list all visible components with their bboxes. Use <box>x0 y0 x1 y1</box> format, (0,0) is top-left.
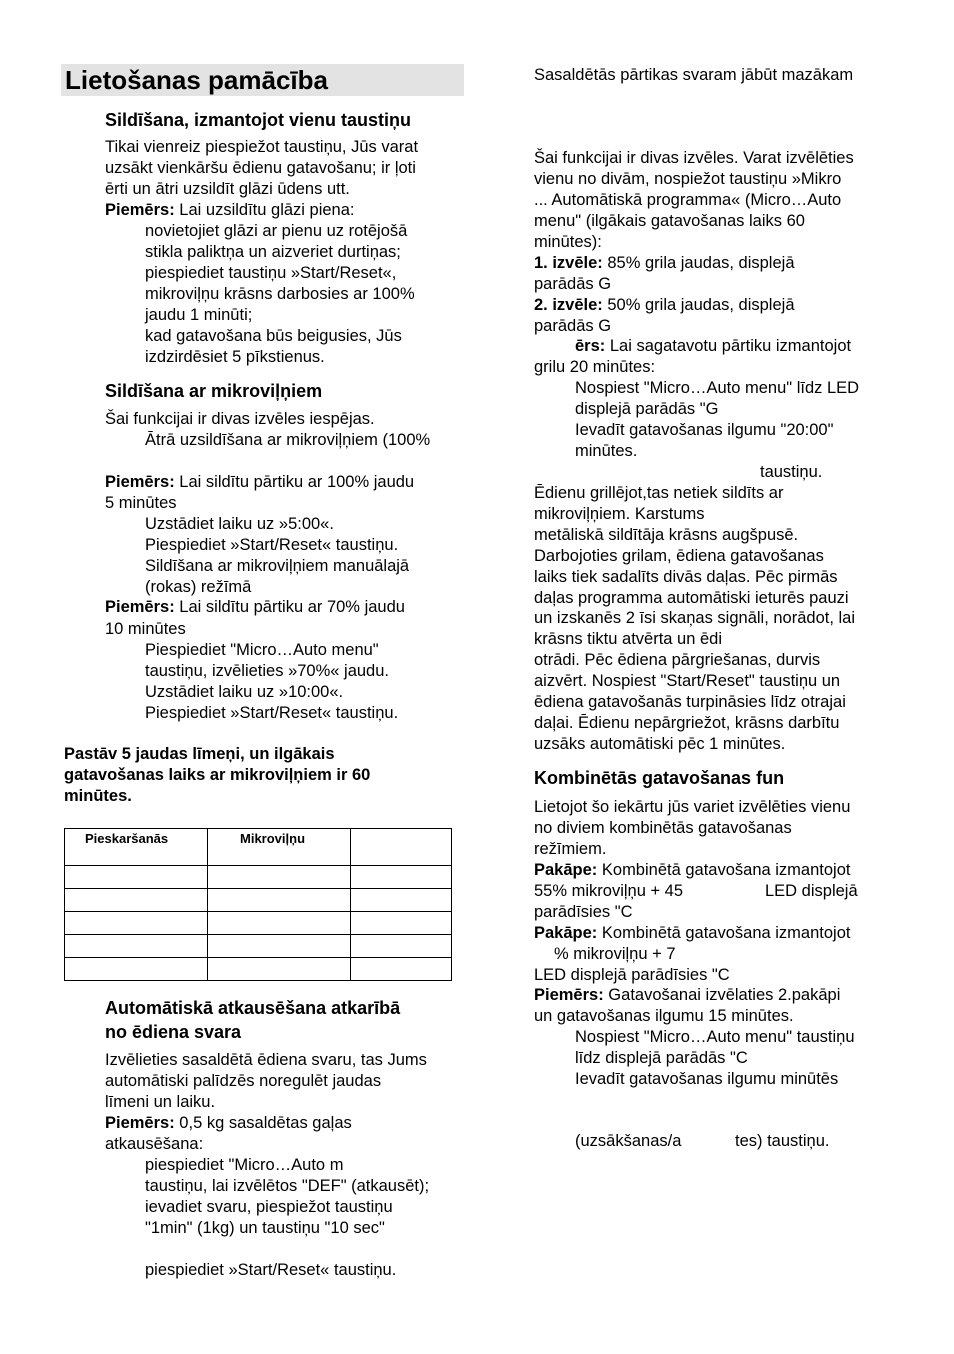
stage-line <box>534 923 850 944</box>
step-line: Nospiest "Micro…Auto menu" līdz LED <box>575 379 860 397</box>
step-line: Uzstādiet laiku uz »10:00«. <box>145 683 344 701</box>
text-line: taustiņu. <box>760 463 823 481</box>
table-cell <box>65 958 208 981</box>
example-label: ērs: <box>575 337 606 355</box>
text-line: daļai. Ēdienu nepārgriežot, krāsns darbītu <box>534 714 840 732</box>
text-line: automātiski palīdzēs noregulēt jaudas <box>105 1072 382 1090</box>
example-label: Piemērs: <box>534 986 604 1004</box>
table-cell <box>208 935 351 958</box>
stage-label: Pakāpe: <box>534 861 598 879</box>
text-line: mikroviļņiem. Karstums <box>534 505 705 523</box>
step-line: piespiediet taustiņu »Start/Reset«, <box>145 264 397 282</box>
text-line: Šai funkcijai ir divas izvēles. Varat izvēlēties <box>534 149 854 167</box>
text-line: un gatavošanas ilgumu 15 minūtes. <box>534 1007 794 1025</box>
step-line: Piespiediet »Start/Reset« taustiņu. <box>145 536 399 554</box>
table-cell <box>208 912 351 935</box>
step-line: Ievadīt gatavošanas ilgumu "20:00" <box>575 421 834 439</box>
choice-line <box>534 253 795 274</box>
text-line: uzsāks automātiski pēc 1 minūtes. <box>534 735 786 753</box>
example-line <box>105 597 405 618</box>
table-cell <box>65 889 208 912</box>
text-line: laiks tiek sadalīts divās daļas. Pēc pirmās <box>534 568 838 586</box>
text-line: LED displejā parādīsies "C <box>534 966 730 984</box>
text-line: līmeni un laiku. <box>105 1093 216 1111</box>
example-line <box>105 200 355 221</box>
example-label: Piemērs: <box>105 598 175 616</box>
table-row <box>65 866 452 889</box>
text-line: (uzsākšanas/a <box>575 1132 682 1150</box>
text-line: Ēdienu grillējot,tas netiek sildīts ar <box>534 484 784 502</box>
text-line: Izvēlieties sasaldētā ēdiena svaru, tas Jums <box>105 1051 427 1069</box>
choice-label: 1. izvēle: <box>534 254 603 272</box>
step-line: ievadiet svaru, piespiežot taustiņu <box>145 1198 393 1216</box>
text-line: Sasaldētās pārtikas svaram jābūt mazākam <box>534 66 854 84</box>
step-line: Nospiest "Micro…Auto menu" taustiņu <box>575 1028 855 1046</box>
table-cell <box>65 866 208 889</box>
text-line: grilu 20 minūtes: <box>534 358 656 376</box>
step-line: taustiņu, lai izvēlētos "DEF" (atkausēt); <box>145 1177 430 1195</box>
table-row <box>65 912 452 935</box>
heading-combination: Kombinētās gatavošanas fun <box>534 768 785 788</box>
example-text: Lai sagatavotu pārtiku izmantojot <box>605 337 852 355</box>
text-line: krāsns tiktu atvērta un ēdi <box>534 630 723 648</box>
table-row <box>65 958 452 981</box>
text-line: Darbojoties grilam, ēdiena gatavošanas <box>534 547 824 565</box>
example-text: Lai sildītu pārtiku ar 100% jaudu <box>174 473 415 491</box>
step-line: jaudu 1 minūti; <box>145 306 253 324</box>
step-line: piespiediet »Start/Reset« taustiņu. <box>145 1261 397 1279</box>
table-cell <box>208 958 351 981</box>
text-line: otrādi. Pēc ēdiena pārgriešanas, durvis <box>534 651 821 669</box>
text-line: tes) taustiņu. <box>735 1132 830 1150</box>
stage-label: Pakāpe: <box>534 924 598 942</box>
step-line: Piespiediet "Micro…Auto menu" <box>145 641 379 659</box>
text-line: ... Automātiskā programma« (Micro…Auto <box>534 191 842 209</box>
heading-single-key: Sildīšana, izmantojot vienu taustiņu <box>105 110 412 130</box>
text-line: un izskanēs 2 īsi skaņas signāli, norādot, lai <box>534 609 856 627</box>
table-cell <box>208 866 351 889</box>
step-line: kad gatavošana būs beigusies, Jūs <box>145 327 402 345</box>
example-text: 0,5 kg sasaldētas gaļas <box>174 1114 352 1132</box>
text-line: Tikai vienreiz piespiežot taustiņu, Jūs varat <box>105 138 419 156</box>
text-line: 10 minūtes <box>105 620 186 638</box>
step-line: Piespiediet »Start/Reset« taustiņu. <box>145 704 399 722</box>
table-cell <box>351 935 452 958</box>
table-cell <box>351 912 452 935</box>
table-cell <box>65 912 208 935</box>
example-label: Piemērs: <box>105 201 175 219</box>
table-row <box>65 889 452 912</box>
step-line: līdz displejā parādās "C <box>575 1049 748 1067</box>
table-cell <box>351 866 452 889</box>
step-line: novietojiet glāzi ar pienu uz rotējošā <box>145 222 408 240</box>
choice-line <box>534 295 795 316</box>
step-line: Sildīšana ar mikroviļņiem manuālajā <box>145 557 410 575</box>
example-label: Piemērs: <box>105 1114 175 1132</box>
example-text: Gatavošanai izvēlaties 2.pakāpi <box>603 986 841 1004</box>
step-line: taustiņu, izvēlieties »70%« jaudu. <box>145 662 389 680</box>
text-line: parādās G <box>534 275 612 293</box>
table-header-cell: Pieskaršanās <box>65 829 208 866</box>
text-line: ēdiena gatavošanās turpināsies līdz otrajai <box>534 693 846 711</box>
step-line: Ievadīt gatavošanas ilgumu minūtēs <box>575 1070 839 1088</box>
text-line: minūtes): <box>534 233 602 251</box>
text-line: vienu no divām, nospiežot taustiņu »Mikro <box>534 170 842 188</box>
example-line <box>534 985 840 1006</box>
text-line: aizvērt. Nospiest "Start/Reset" taustiņu un <box>534 672 841 690</box>
choice-label: 2. izvēle: <box>534 296 603 314</box>
step-line: minūtes. <box>575 442 638 460</box>
table-cell <box>65 935 208 958</box>
example-label: Piemērs: <box>105 473 175 491</box>
text-line: LED displejā <box>765 882 858 900</box>
note-line: minūtes. <box>64 787 132 805</box>
example-line <box>575 336 851 357</box>
table-header-cell <box>351 829 452 866</box>
table-cell <box>351 958 452 981</box>
example-text: Lai sildītu pārtiku ar 70% jaudu <box>174 598 405 616</box>
page-title: Lietošanas pamācība <box>65 65 328 95</box>
table-cell <box>351 889 452 912</box>
text-line: atkausēšana: <box>105 1135 204 1153</box>
heading-microwave: Sildīšana ar mikroviļņiem <box>105 381 323 401</box>
step-line: "1min" (1kg) un taustiņu "10 sec" <box>145 1219 385 1237</box>
text-line: menu" (ilgākais gatavošanas laiks 60 <box>534 212 805 230</box>
note-line: Pastāv 5 jaudas līmeņi, un ilgākais <box>64 745 335 763</box>
note-line: gatavošanas laiks ar mikroviļņiem ir 60 <box>64 766 371 784</box>
text-line: daļas programma automātiski ieturēs pauzi <box>534 589 849 607</box>
text-line: uzsākt vienkāršu ēdienu gatavošanu; ir ļoti <box>105 159 416 177</box>
heading-auto-defrost: Automātiskā atkausēšana atkarībā <box>105 998 401 1018</box>
example-line <box>105 1113 352 1134</box>
text-line: 5 minūtes <box>105 494 177 512</box>
text-line: 55% mikroviļņu + 45 <box>534 882 684 900</box>
table-header-row <box>65 829 452 866</box>
text-line: % mikroviļņu + 7 <box>554 945 676 963</box>
step-line: stikla paliktņa un aizveriet durtiņas; <box>145 243 401 261</box>
step-line: piespiediet "Micro…Auto m <box>145 1156 344 1174</box>
heading-auto-defrost-2: no ēdiena svara <box>105 1022 242 1042</box>
stage-text: Kombinētā gatavošana izmantojot <box>597 861 851 879</box>
text-line: Šai funkcijai ir divas izvēles iespējas. <box>105 410 375 428</box>
choice-text: 50% grila jaudas, displejā <box>602 296 795 314</box>
text-line: Ātrā uzsildīšana ar mikroviļņiem (100% <box>145 431 431 449</box>
table-row <box>65 935 452 958</box>
step-line: Uzstādiet laiku uz »5:00«. <box>145 515 334 533</box>
text-line: metāliskā sildītāja krāsns augšpusē. <box>534 526 799 544</box>
text-line: ērti un ātri uzsildīt glāzi ūdens utt. <box>105 180 350 198</box>
text-line: režīmiem. <box>534 840 607 858</box>
stage-line <box>534 860 850 881</box>
text-line: parādās G <box>534 317 612 335</box>
text-line: parādīsies "C <box>534 903 633 921</box>
stage-text: Kombinētā gatavošana izmantojot <box>597 924 851 942</box>
text-line: Lietojot šo iekārtu jūs variet izvēlēties vienu <box>534 798 851 816</box>
power-level-table <box>64 828 452 981</box>
step-line: (rokas) režīmā <box>145 578 252 596</box>
table-cell <box>208 889 351 912</box>
text-line: no diviem kombinētās gatavošanas <box>534 819 792 837</box>
example-text: Lai uzsildītu glāzi piena: <box>174 201 355 219</box>
choice-text: 85% grila jaudas, displejā <box>602 254 795 272</box>
step-line: mikroviļņu krāsns darbosies ar 100% <box>145 285 415 303</box>
table-header-cell: Mikroviļņu <box>208 829 351 866</box>
example-line <box>105 472 414 493</box>
step-line: izdzirdēsiet 5 pīkstienus. <box>145 348 325 366</box>
step-line: displejā parādās "G <box>575 400 719 418</box>
